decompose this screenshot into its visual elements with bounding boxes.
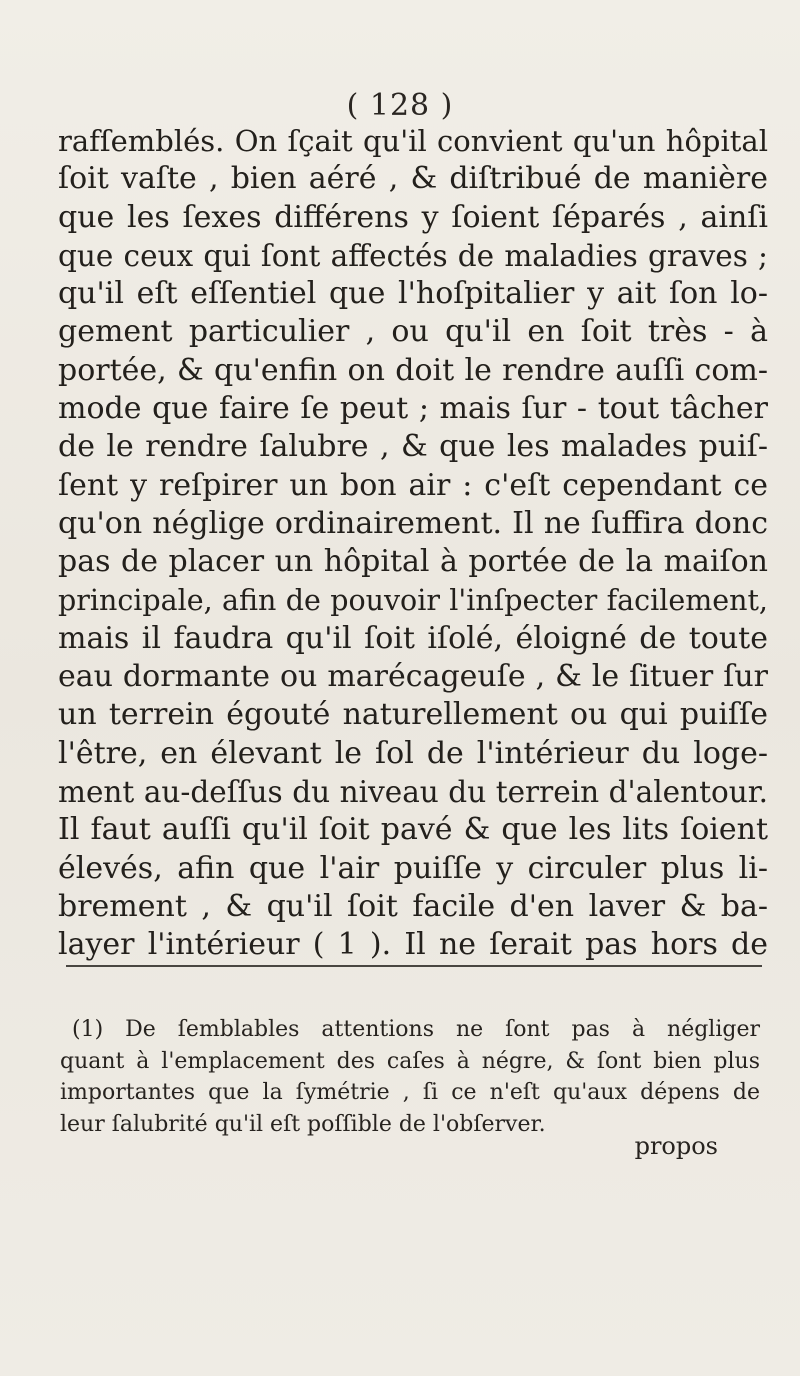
text-line: élevés, afin que l'air puiſſe y circuler plus li- [58,850,768,886]
text-line: principale, afin de pouvoir l'inſpecter facilement, [58,583,768,617]
text-line: ſent y reſpirer un bon air : c'eſt cependant ce [58,467,768,503]
text-line: un terrein égouté naturellement ou qui puiſſe [58,697,768,733]
text-line: rafſemblés. On ſçait qu'il convient qu'un hôpital [58,124,768,158]
text-line: l'être, en élevant le ſol de l'intérieur du loge- [58,735,768,771]
footnote-line: quant à l'emplacement des caſes à négre, & ſont bien plus [60,1048,760,1074]
footnote-line: importantes que la ſymétrie , ſi ce n'eſt qu'aux dépens de [60,1080,760,1106]
text-line: Il faut auſſi qu'il ſoit pavé & que les lits ſoient [58,812,768,848]
text-line: qu'on néglige ordinairement. Il ne ſuffira donc [58,505,768,541]
text-line: layer l'intérieur ( 1 ). Il ne ſerait pas hors de [58,927,768,963]
text-line: eau dormante ou marécageuſe , & le ſituer ſur [58,659,768,695]
text-line: mais il faudra qu'il ſoit iſolé, éloigné de toute [58,620,768,656]
text-line: qu'il eſt eſſentiel que l'hoſpitalier y ait ſon lo- [58,276,768,312]
text-line: portée, & qu'enfin on doit le rendre auſſi com- [58,352,768,388]
text-line: pas de placer un hôpital à portée de la maiſon [58,544,768,580]
footnote [60,1014,760,1140]
footnote-line: (1) De ſemblables attentions ne ſont pas à négliger [72,1017,760,1042]
footnote-line: leur ſalubrité qu'il eſt poſſible de l'obſerver. [60,1111,546,1137]
catchword: propos [634,1132,718,1160]
text-line: gement particulier , ou qu'il en ſoit très - à [58,314,768,350]
page-number: ( 128 ) [346,88,454,123]
footnote-separator-rule [66,965,762,967]
text-line: ſoit vaſte , bien aéré , & diſtribué de manière [58,161,768,197]
text-line: de le rendre ſalubre , & que les malades puiſ- [58,429,768,465]
main-text [58,122,768,965]
text-line: que les ſexes différens y ſoient ſéparés , ainſi [58,199,768,235]
text-line: brement , & qu'il ſoit facile d'en laver & ba- [58,888,768,924]
text-line: mode que faire ſe peut ; mais ſur - tout tâcher [58,391,768,427]
text-line: ment au-deſſus du niveau du terrein d'alentour. [58,775,768,810]
text-line: que ceux qui ſont affectés de maladies graves ; [58,238,768,273]
